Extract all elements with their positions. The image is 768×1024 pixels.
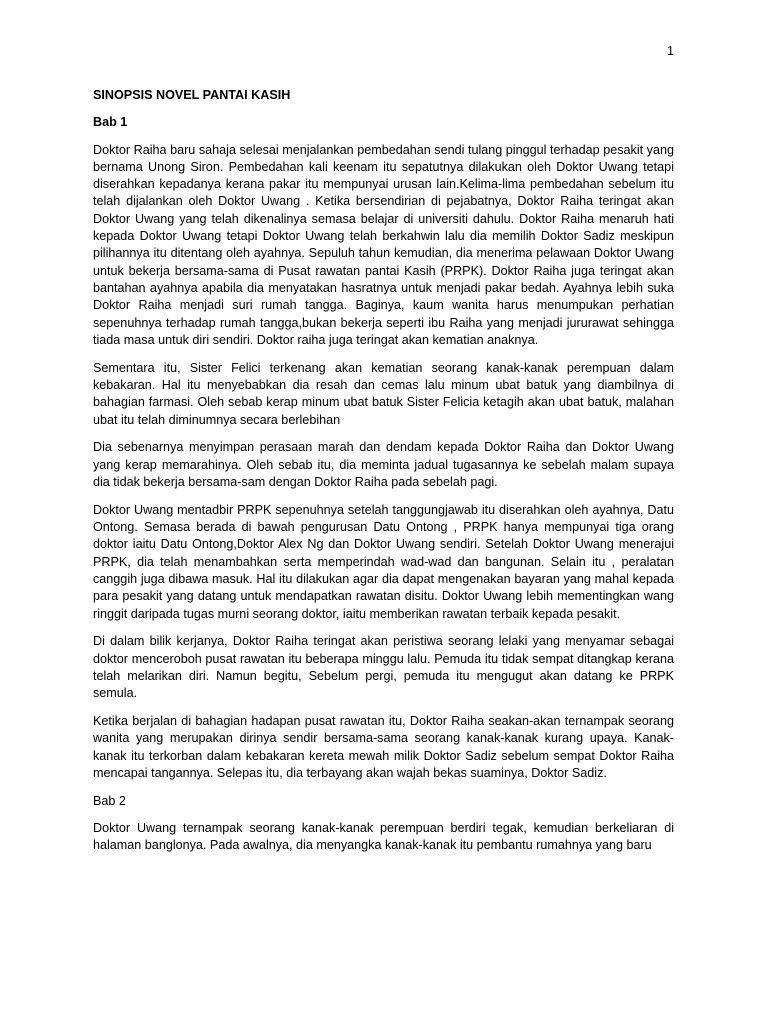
paragraph: Doktor Raiha baru sahaja selesai menjalankan pembedahan sendi tulang pinggul terhadap pesakit yang bernama Unong Siron. Pembedahan kali keenam itu sepatutnya dilakukan oleh Doktor Uwang tetapi diserahkan kepadanya kerana pakar itu mempunyai urusan lain.Kelima-lima pembedahan sebelum itu telah dijalankan oleh Doktor Uwang . Ketika bersendirian di pejabatnya, Doktor Raiha teringat akan Doktor Uwang yang telah dikenalinya semasa belajar di universiti dahulu. Doktor Raiha menaruh hati kepada Doktor Uwang tetapi Doktor Uwang telah berkahwin lalu dia memilih Doktor Sadiz meskipun pilihannya itu ditentang oleh ayahnya. Sepuluh tahun kemudian, dia menerima pelawaan Doktor Uwang untuk bekerja bersama-sama di Pusat rawatan pantai Kasih (PRPK). Doktor Raiha juga teringat akan bantahan ayahnya apabila dia menyatakan hasratnya untuk menjadi pakar bedah. Ayahnya lebih suka Doktor Raiha menjadi suri rumah tangga. Baginya, kaum wanita harus menumpukan perhatian sepenuhnya terhadap rumah tangga,bukan bekerja seperti ibu Raiha yang menjadi jururawat sehingga tiada masa untuk diri sendiri. Doktor raiha juga teringat akan kematian anaknya. bbox=[93, 142, 674, 347]
chapter-heading-bab-2: Bab 2 bbox=[93, 793, 126, 808]
paragraph: Sementara itu, Sister Felici terkenang akan kematian seorang kanak-kanak perempuan dalam kebakaran. Hal itu menyebabkan dia resah dan cemas lalu minum ubat batuk yang diambilnya di bahagian farmasi. Oleh sebab kerap minum ubat batuk Sister Felicia ketagih akan ubat batuk, malahan ubat itu telah diminumnya secara berlebihan bbox=[93, 360, 674, 427]
paragraph: Doktor Uwang ternampak seorang kanak-kanak perempuan berdiri tegak, kemudian berkeliaran di halaman banglonya. Pada awalnya, dia menyangka kanak-kanak itu pembantu rumahnya yang baru bbox=[93, 820, 674, 853]
paragraph: Di dalam bilik kerjanya, Doktor Raiha teringat akan peristiwa seorang lelaki yang menyamar sebagai doktor menceroboh pusat rawatan itu beberapa minggu lalu. Pemuda itu tidak sempat ditangkap kerana telah melarikan diri. Namun begitu, Sebelum pergi, pemuda itu mengugut akan datang ke PRPK semula. bbox=[93, 634, 674, 701]
paragraph: Dia sebenarnya menyimpan perasaan marah dan dendam kepada Doktor Raiha dan Doktor Uwang yang kerap memarahinya. Oleh sebab itu, dia meminta jadual tugasannya ke sebelah malam supaya dia tidak bekerja bersama-sam dengan Doktor Raiha pada sebelah pagi. bbox=[93, 440, 674, 489]
document-title: SINOPSIS NOVEL PANTAI KASIH bbox=[93, 88, 291, 102]
document-body bbox=[93, 87, 674, 865]
page-number: 1 bbox=[667, 44, 674, 58]
chapter-heading-bab-1: Bab 1 bbox=[93, 115, 128, 130]
paragraph: Doktor Uwang mentadbir PRPK sepenuhnya setelah tanggungjawab itu diserahkan oleh ayahnya, Datu Ontong. Semasa berada di bawah pengurusan Datu Ontong , PRPK hanya mempunyai tiga orang doktor iaitu Datu Ontong,Doktor Alex Ng dan Doktor Uwang sendiri. Setelah Doktor Uwang menerajui PRPK, dia telah menambahkan serta memperindah wad-wad dan bangunan. Selain itu , peralatan canggih juga dibawa masuk. Hal itu dilakukan agar dia dapat mengenakan bayaran yang mahal kepada para pesakit yang datang untuk mendapatkan rawatan disitu. Doktor Uwang lebih mementingkan wang ringgit daripada tugas murni seorang doktor, iaitu memberikan rawatan terbaik kepada pesakit. bbox=[93, 502, 674, 621]
paragraph: Ketika berjalan di bahagian hadapan pusat rawatan itu, Doktor Raiha seakan-akan ternampak seorang wanita yang merupakan dirinya sendir bersama-sama seorang kanak-kanak kurang upaya. Kanak-kanak itu terkorban dalam kebakaran kereta mewah milik Doktor Sadiz sebelum sempat Doktor Raiha mencapai tangannya. Selepas itu, dia terbayang akan wajah bekas suaminya, Doktor Sadiz. bbox=[93, 714, 674, 780]
